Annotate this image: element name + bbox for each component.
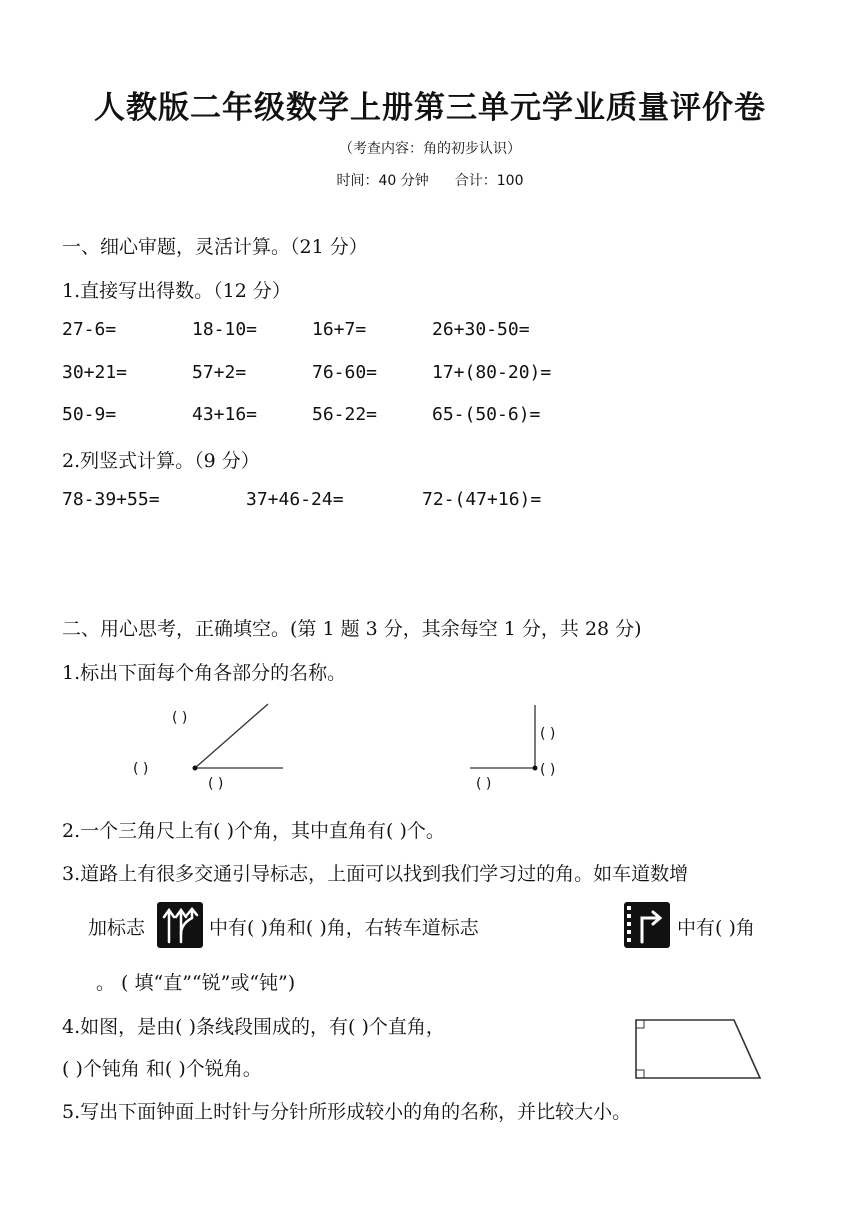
section2-q3-part-a: 加标志 — [88, 917, 146, 939]
vertical-calc-item: 37+46-24= — [246, 489, 344, 510]
lane-increase-sign-icon — [157, 902, 203, 948]
section2-q1-label: 1.标出下面每个角各部分的名称。 — [62, 662, 347, 684]
exam-total: 合计：100 — [454, 173, 524, 189]
page-title: 人教版二年级数学上册第三单元学业质量评价卷 — [94, 90, 766, 126]
answer-blank[interactable]: ( ) — [133, 761, 149, 777]
exam-meta — [0, 170, 860, 190]
calc-item: 30+21= — [62, 362, 128, 383]
right-turn-lane-sign-icon — [624, 902, 670, 948]
section2-q2: 2.一个三角尺上有( )个角，其中直角有( )个。 — [62, 820, 445, 842]
calc-item: 76-60= — [312, 362, 378, 383]
calc-item: 16+7= — [312, 319, 367, 340]
vertical-calc-item: 72-(47+16)= — [422, 489, 542, 510]
exam-time: 时间：40 分钟 — [336, 173, 429, 189]
calc-item: 17+(80-20)= — [432, 362, 552, 383]
calc-item: 56-22= — [312, 404, 378, 425]
calc-item: 27-6= — [62, 319, 117, 340]
section2-q4-line2: ( )个钝角 和( )个锐角。 — [62, 1058, 262, 1080]
answer-blank[interactable]: ( ) — [476, 776, 492, 792]
calc-item: 57+2= — [192, 362, 247, 383]
answer-blank[interactable]: ( ) — [540, 726, 556, 742]
answer-blank[interactable]: ( ) — [208, 776, 224, 792]
section2-q3-part-c: 中有( )角 — [677, 917, 755, 939]
right-angle-figure — [460, 700, 560, 800]
section1-heading: 一、细心审题，灵活计算。（21 分） — [62, 236, 368, 258]
page-subtitle: （考查内容：角的初步认识） — [339, 141, 521, 157]
calc-item: 26+30-50= — [432, 319, 530, 340]
section2-q3-part-b: 中有( )角和( )角，右转车道标志 — [209, 917, 479, 939]
answer-blank[interactable]: ( ) — [172, 710, 188, 726]
calc-item: 50-9= — [62, 404, 117, 425]
calc-item: 18-10= — [192, 319, 258, 340]
section2-q4-line1: 4.如图，是由( )条线段围成的，有( )个直角， — [62, 1016, 445, 1038]
answer-blank[interactable]: ( ) — [540, 762, 556, 778]
vertical-calc-item: 78-39+55= — [62, 489, 160, 510]
section2-q5: 5.写出下面钟面上时针与分针所形成较小的角的名称，并比较大小。 — [62, 1101, 632, 1123]
section1-q1-label: 1.直接写出得数。（12 分） — [62, 280, 291, 302]
calc-item: 43+16= — [192, 404, 258, 425]
trapezoid-figure — [630, 1012, 770, 1082]
section2-q3-line3: 。 ( 填“直”“锐”或“钝”) — [96, 972, 296, 994]
section2-heading: 二、用心思考，正确填空。(第 1 题 3 分，其余每空 1 分，共 28 分) — [62, 618, 642, 640]
calc-item: 65-(50-6)= — [432, 404, 541, 425]
section1-q2-label: 2.列竖式计算。（9 分） — [62, 450, 260, 472]
section2-q3-line1: 3.道路上有很多交通引导标志，上面可以找到我们学习过的角。如车道数增 — [62, 863, 689, 885]
